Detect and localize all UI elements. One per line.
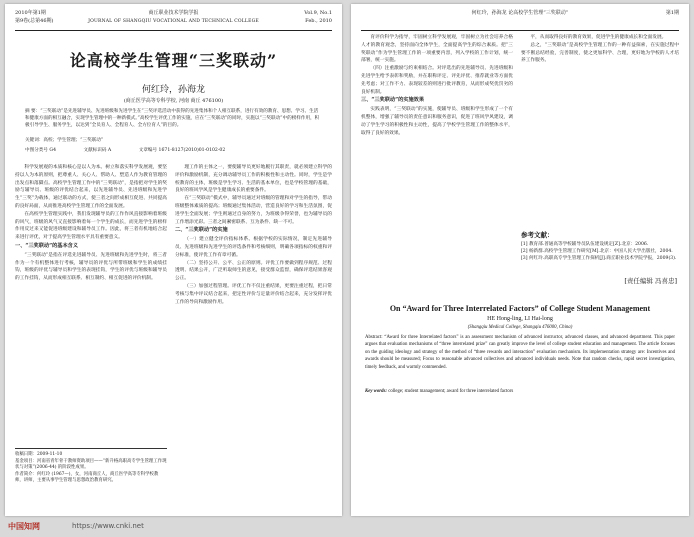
paragraph: 理工作的主体之一，要使辅导员更好地履行其职责，就必须建立科学的评价和激励机制，充分调动辅导员工作的积极性和主动性。同时，学生是学校教育的主体，班级是学生学习、生活的基本单位，也是学校管理的基础，良好的班风学风是学生健康成长的重要条件。: [175, 165, 332, 194]
english-keywords-text: college; student management; award for three interrelated factors: [388, 389, 514, 394]
english-keywords-label: Key words:: [365, 389, 387, 394]
volume-en: Vol.9, No.1: [304, 10, 332, 16]
cnki-logo: [8, 521, 40, 532]
right-page: [351, 4, 689, 516]
references-heading: 参考文献：: [521, 231, 554, 239]
section-heading: 一、“三奖联动”的基本含义: [15, 242, 79, 249]
paragraph: 总之，“三奖联动”是高校学生管理工作的一种有益探索，在实施过程中要不断总结经验，完善制度，使之更加科学、合理，更好地为学校的人才培养工作服务。: [521, 42, 679, 64]
date-en: Feb., 2010: [305, 18, 332, 24]
left-page: [5, 4, 342, 516]
clc-number: 中图分类号 G4: [25, 148, 57, 153]
body-column-2: [521, 34, 679, 224]
reference-item: [2] 杨新群.高校学生管理工作研究[M].北京：中国人民大学出版社，2004.: [521, 249, 673, 254]
reference-item: [1] 教育部.普通高等学校辅导员队伍建设规定[Z].北京：2006.: [521, 242, 649, 247]
footnote: 基金项目：河南省青年骨干教师资助项目——“新升格高职高专学生管理工作现状与对策”(2006-44) 的阶段性成果。: [15, 458, 167, 471]
article-meta: [25, 147, 322, 154]
english-authors: HE Hong-ling, LI Hai-long: [487, 316, 553, 322]
paragraph: 平，从而取得良好的教育效果，促进学生的健康成长和全面发展。: [530, 35, 667, 40]
section-heading: 三、“三奖联动”的实施效果: [361, 97, 425, 104]
footnote: 收稿日期：2009-11-10: [15, 452, 63, 457]
cnki-logo-text: 中国知网: [8, 522, 40, 531]
footnote: 作者简介：何红玲 (1967—)，女，河南商丘人，商丘医学高等专科学校教师，讲师，主要从事学生管理与思想政治教育研究。: [15, 471, 159, 484]
reference-item: [3] 何红玲.高职高专学生管理工作探析[J].商丘职业技术学院学报，2009(3).: [521, 256, 677, 261]
body-column-1: [361, 34, 513, 284]
responsible-editor: [责任编辑 冯喜忠]: [624, 277, 677, 285]
abstract: 摘 要：“三奖联动”是先进辅导员、先进班级和先进学生在“三奖评选活动中获得的先进集体和个人相互联系，进行有效的教育、思想、学习、生活和健康方面的相互融合，实现学生管理中的一种新模式。”高校学生评优工作的实施，应在“三奖联动”的同时，实施以“三奖联动”中的榜样作用，积极引导学生、服务学生，以达到“全员育人、全程育人、全方位育人”的目的。: [25, 109, 320, 129]
paragraph: 科学发展观的本质和核心是以人为本。树立和落实科学发展观，要坚持以人为本的原则，把尊重人、关心人、帮助人、塑造人作为教育管理的出发点和落脚点。高校学生管理工作中的“三奖联动”，是指把对学生的奖励与辅导员、班级的评优结合起来，以先进辅导员、先进班级和先进学生“三奖”为载体，通过联动的方式，使三者之间形成相互促进、共同提高的良好局面，从而推进高校学生管理工作的全面发展。: [15, 165, 167, 209]
paragraph: 在高校学生管理实践中，我们发现辅导员的工作作风直接影响着班级的风气，班级的风气又直接影响着每一个学生的成长，而先进学生的榜样作用反过来又能促进班级建设和辅导员工作。因此，将三者有机地结合起来进行评优，对于提高学生管理水平具有重要意义。: [15, 211, 167, 241]
journal-name-en: JOURNAL OF SHANGQIU VOCATIONAL AND TECHNICAL COLLEGE: [88, 19, 259, 24]
paragraph: （四）注重激励与约束相结合。对评选出的先进辅导员、先进班级和先进学生给予表彰和奖励，并在职称评定、评先评优、推荐就业等方面优先考虑；对工作不力、表现较差的则进行批评教育，从而形成奖优罚劣的良好机制。: [361, 66, 513, 95]
body-column-1: [15, 164, 167, 442]
volume: 第9卷(总第46期): [15, 18, 54, 24]
doc-code: 文献标识码 A: [83, 148, 112, 153]
paragraph: 实践表明，“三奖联动”的实施，使辅导员、班级和学生形成了一个有机整体，增强了辅导员的责任意识和服务意识，促进了班风学风建设，调动了学生学习的积极性和主动性，提高了学校学生管理工作的整体水平，取得了良好的效果。: [361, 107, 513, 136]
paragraph: （二）坚持公开、公平、公正的原则。评优工作要做到程序规范、过程透明、结果公开，广泛听取师生的意见，接受群众监督，确保评选结果客观公正。: [175, 260, 332, 282]
paragraph: “三奖联动”是指在评选先进辅导员、先进班级和先进学生时，将三者作为一个有机整体进行考核，辅导员的评优与所带班级和学生的成绩挂钩，班级的评优与辅导员和学生的表现挂钩，学生的评优与班级和辅导员的工作挂钩，从而形成相互联系、相互制约、相互促进的评价机制。: [15, 252, 167, 282]
references: [521, 232, 679, 262]
paragraph: （一）建立健全评价指标体系。根据学校的实际情况，制定先进辅导员、先进班级和先进学生的评选条件和考核细则，明确各项指标的权重和评分标准，使评优工作有章可循。: [175, 237, 332, 258]
journal-name: 商丘职业技术学院学报: [148, 10, 199, 16]
paragraph: （三）加强过程管理。评优工作不仅注重结果，更要注重过程，把日常考核与集中评议结合起来，把定性评价与定量评价结合起来，充分发挥评优工作的导向和激励作用。: [175, 283, 332, 305]
page-header: [15, 8, 332, 31]
page-header: [361, 8, 679, 31]
keywords: 关键词：高校；学生管理；“三奖联动”: [25, 138, 104, 143]
footnotes: [15, 448, 167, 485]
english-keywords: [365, 388, 675, 395]
paragraph: 在“三奖联动”模式中，辅导员通过对班级的管理和对学生的指导，带动班级整体素质的提高；班级通过集体活动，营造良好的学习和生活氛围，促进学生全面发展；学生则通过自身的努力，为班级争得荣誉，也为辅导员的工作增添光彩。三者之间紧密联系、互为条件、缺一不可。: [175, 196, 332, 225]
english-title: On “Award for Three Interrelated Factors” of College Student Management: [389, 304, 651, 313]
article-title: 论高校学生管理“三奖联动”: [69, 51, 278, 70]
english-abstract: Abstract: “Award for three Interrelated factors” is an assessment mechanism of advanced instructor, advanced classes, and advanced department. This paper argues that evaluation mechanisms of “three interrelated prize” can greatly improve the level of college student education and management. The article focuses on the guiding ideology and strategy of the method of “three rewards and interaction” evaluation mechanism. Its implementation strategy are: Incentives and awards should be measured; Focus to reasonable advanced collectives and advanced individuals needs. Note that random checks, rapid secret investigation, timely feedback, and warmly commended.: [365, 335, 675, 370]
affiliation: (商丘医学高等专科学校, 河南 商丘 476100): [123, 98, 224, 104]
issue: 2010年第1期: [15, 10, 46, 16]
body-column-2: [175, 164, 332, 482]
authors: 何红玲，孙海龙: [141, 85, 205, 95]
paragraph: 育评价科学为指导，牢固树立科学发展观，牢固树立为社会培养合格人才的教育观念，坚持面向全体学生，全面提高学生的综合素质。把“三奖联动”作为学生管理工作的一项重要内容，列入学校的工作计划，统一部署，统一实施。: [361, 35, 513, 64]
article-number: 文章编号 1671-8127(2010)01-0102-02: [138, 148, 226, 153]
english-affiliation: (Shangqiu Medical College, Shangqiu 476000, China): [467, 325, 573, 330]
running-title: 何红玲，孙海龙 论高校学生管理“三奖联动”: [471, 10, 569, 16]
cnki-url[interactable]: https://www.cnki.net: [72, 522, 144, 530]
section-heading: 二、“三奖联动”的实施: [175, 227, 228, 234]
page-number: 第1期: [665, 10, 679, 16]
